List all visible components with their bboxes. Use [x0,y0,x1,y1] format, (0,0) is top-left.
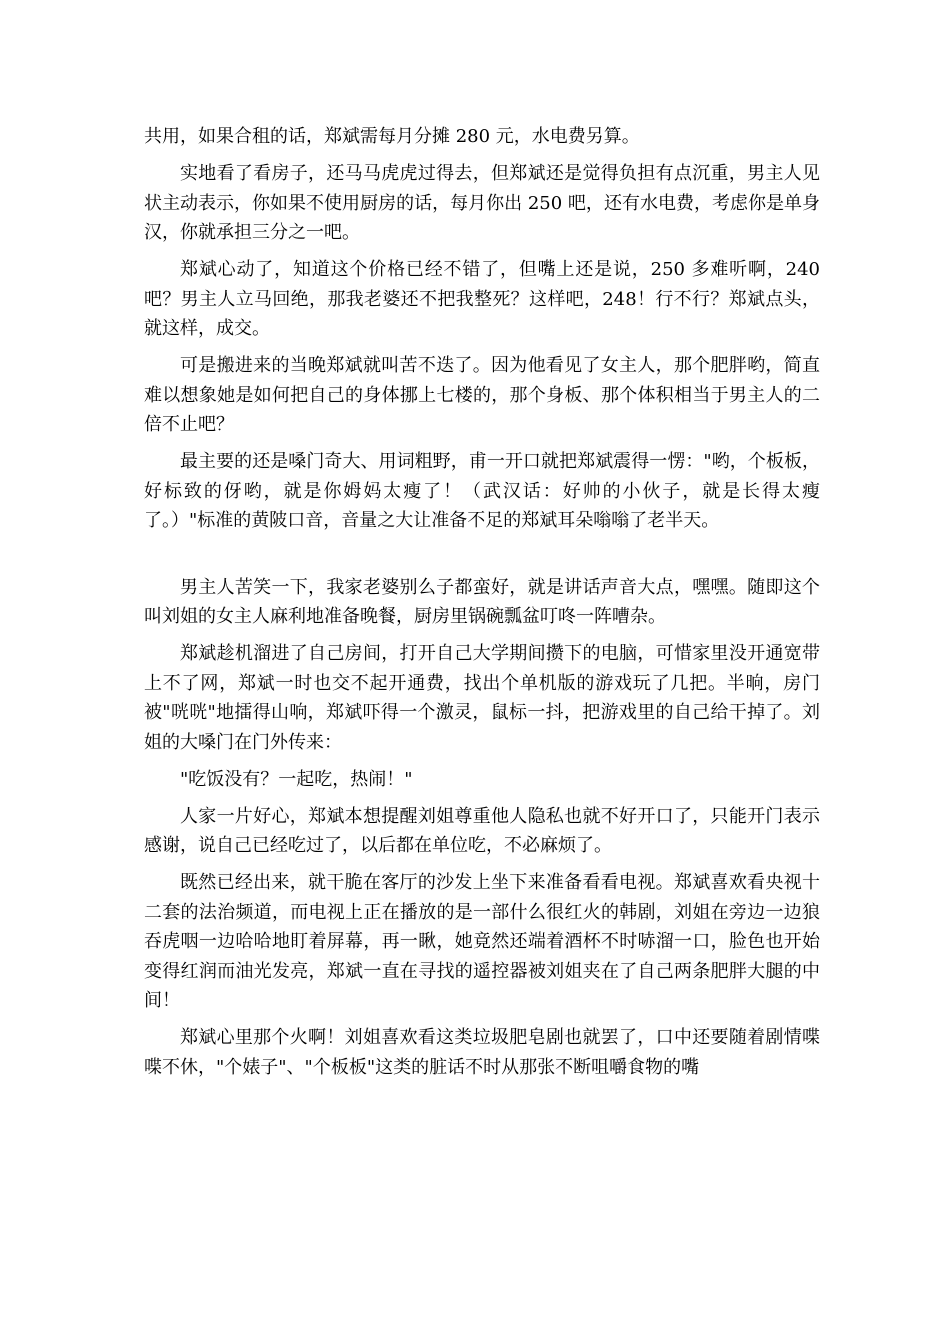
paragraph: 实地看了看房子，还马马虎虎过得去，但郑斌还是觉得负担有点沉重，男主人见状主动表示，你如果不使用厨房的话，每月你出 250 吧，还有水电费，考虑你是单身汉，你就承担三分之一吧。 [144,163,820,243]
paragraph: 最主要的还是嗓门奇大、用词粗野，甫一开口就把郑斌震得一愣："哟，个板板，好标致的伢哟，就是你姆妈太瘦了！（武汉话：好帅的小伙子，就是长得太瘦了。）"标准的黄陂口音，音量之大让准备不足的郑斌耳朵嗡嗡了老半天。 [144,451,820,531]
paragraph: 人家一片好心，郑斌本想提醒刘姐尊重他人隐私也就不好开口了，只能开门表示感谢，说自己已经吃过了，以后都在单位吃，不必麻烦了。 [144,805,820,856]
paragraph: 共用，如果合租的话，郑斌需每月分摊 280 元，水电费另算。 [144,126,640,147]
paragraph: "吃饭没有？一起吃，热闹！" [180,768,413,790]
paragraph: 男主人苦笑一下，我家老婆别么子都蛮好，就是讲话声音大点，嘿嘿。随即这个叫刘姐的女主人麻利地准备晚餐，厨房里锅碗瓢盆叮咚一阵嘈杂。 [144,576,820,627]
paragraph: 郑斌趁机溜进了自己房间，打开自己大学期间攒下的电脑，可惜家里没开通宽带上不了网，郑斌一时也交不起开通费，找出个单机版的游戏玩了几把。半晌，房门被"咣咣"地擂得山响，郑斌吓得一个激灵，鼠标一抖，把游戏里的自己给干掉了。刘姐的大嗓门在门外传来： [144,643,820,753]
paragraph: 郑斌心里那个火啊！刘姐喜欢看这类垃圾肥皂剧也就罢了，口中还要随着剧情喋喋不休，"个婊子"、"个板板"这类的脏话不时从那张不断咀嚼食物的嘴 [144,1027,820,1078]
paragraph: 可是搬进来的当晚郑斌就叫苦不迭了。因为他看见了女主人，那个肥胖哟，简直难以想象她是如何把自己的身体挪上七楼的，那个身板、那个体积相当于男主人的二倍不止吧？ [144,355,820,435]
paragraph: 郑斌心动了，知道这个价格已经不错了，但嘴上还是说，250 多难听啊，240 吧？男主人立马回绝，那我老婆还不把我整死？这样吧，248！行不行？郑斌点头，就这样，成交。 [144,259,820,339]
paragraph: 既然已经出来，就干脆在客厅的沙发上坐下来准备看看电视。郑斌喜欢看央视十二套的法治频道，而电视上正在播放的是一部什么很红火的韩剧，刘姐在旁边一边狼吞虎咽一边哈哈地盯着屏幕，再一瞅，她竟然还端着酒杯不时哧溜一口，脸色也开始变得红润而油光发亮，郑斌一直在寻找的遥控器被刘姐夹在了自己两条肥胖大腿的中间！ [144,872,820,1011]
document-body [144,122,820,1090]
